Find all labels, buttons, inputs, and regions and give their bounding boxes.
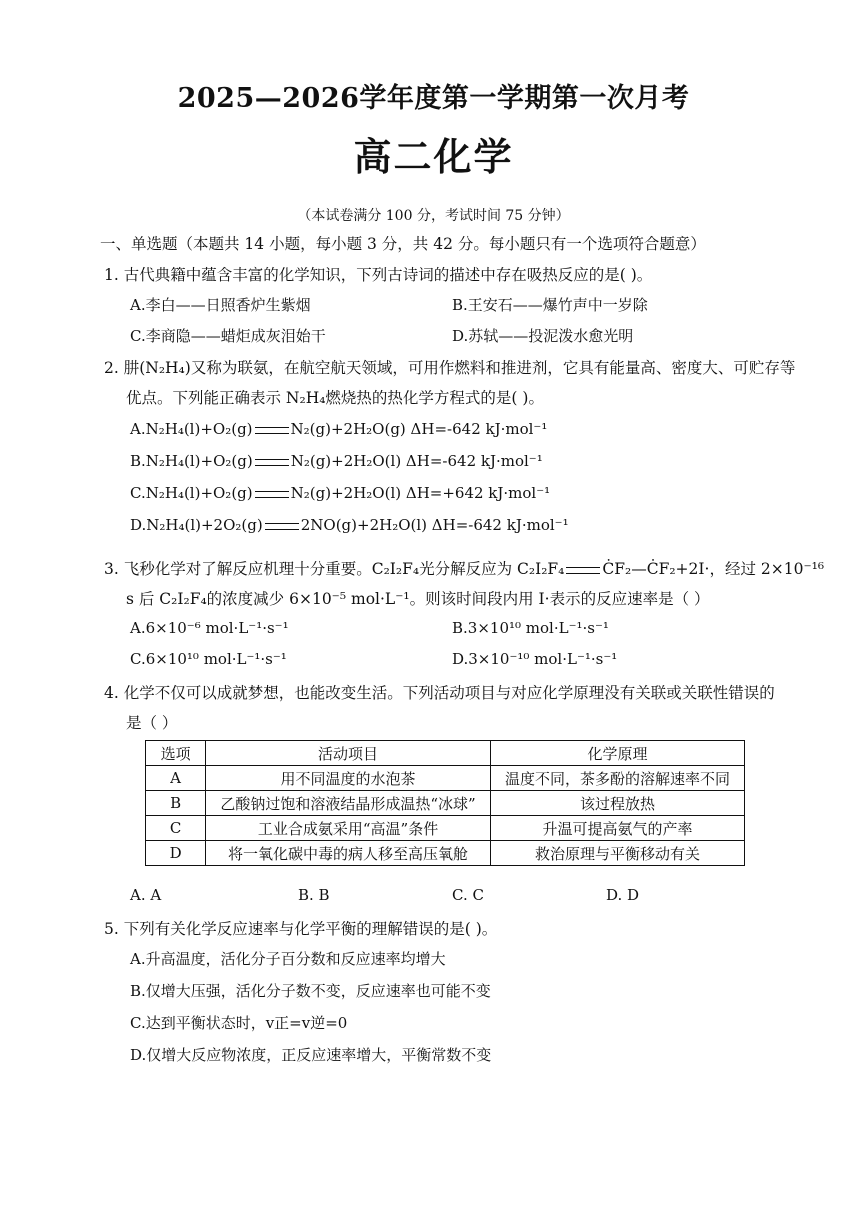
q3-option-a: A.6×10⁻⁶ mol·L⁻¹·s⁻¹ [130,619,289,637]
q1-option-d: D.苏轼——投泥泼水愈光明 [452,327,634,345]
q2-option-d [130,516,569,534]
equals-sign-icon [566,567,600,574]
q5-option-c: C.达到平衡状态时，v正=v逆=0 [130,1014,348,1032]
q2-b-right: N₂(g)+2H₂O(l) ΔH=-642 kJ·mol⁻¹ [290,452,543,470]
q3-stem-right: ĊF₂—ĊF₂+2I·，经过 2×10⁻¹⁶ [602,560,825,578]
table-cell: 救治原理与平衡移动有关 [490,841,744,866]
q4-table [145,740,745,866]
q2-option-b [130,452,543,470]
equals-sign-icon [255,427,289,434]
q5-option-d: D.仅增大反应物浓度，正反应速率增大，平衡常数不变 [130,1046,492,1064]
q2-stem-line1: 2. 肼(N₂H₄)又称为联氨，在航空航天领域，可用作燃料和推进剂，它具有能量高、密度大、可贮存等 [104,359,796,377]
table-cell: 乙酸钠过饱和溶液结晶形成温热“冰球” [206,791,491,816]
q5-option-a: A.升高温度，活化分子百分数和反应速率均增大 [130,950,446,968]
table-row [146,766,745,791]
q3-stem-line2: s 后 C₂I₂F₄的浓度减少 6×10⁻⁵ mol·L⁻¹。则该时间段内用 I·表示的反应速率是（ ） [126,590,710,608]
table-row [146,841,745,866]
q1-stem: 1. 古代典籍中蕴含丰富的化学知识，下列古诗词的描述中存在吸热反应的是( )。 [104,266,653,284]
q1-option-a: A.李白——日照香炉生紫烟 [130,296,311,314]
table-cell: 温度不同，茶多酚的溶解速率不同 [490,766,744,791]
table-header-cell: 化学原理 [490,741,744,766]
table-cell: C [146,816,206,841]
equals-sign-icon [255,459,289,466]
table-cell: 工业合成氨采用“高温”条件 [206,816,491,841]
equals-sign-icon [255,491,289,498]
q2-c-right: N₂(g)+2H₂O(l) ΔH=+642 kJ·mol⁻¹ [290,484,551,502]
q2-c-left: C.N₂H₄(l)+O₂(g) [130,484,253,502]
table-cell: 将一氧化碳中毒的病人移至高压氧舱 [206,841,491,866]
q4-option-d: D. D [606,886,640,904]
table-header-row [146,741,745,766]
exam-note: （本试卷满分 100 分，考试时间 75 分钟） [297,208,570,224]
q4-stem-line2: 是（ ） [126,714,178,732]
table-cell: D [146,841,206,866]
q2-option-a [130,420,547,438]
q1-option-b: B.王安石——爆竹声中一岁除 [452,296,648,314]
exam-title: 2025—2026学年度第一学期第一次月考 [177,83,690,114]
table-row [146,816,745,841]
table-cell: 升温可提高氨气的产率 [490,816,744,841]
q2-b-left: B.N₂H₄(l)+O₂(g) [130,452,253,470]
q4-option-c: C. C [452,886,484,904]
q3-option-d: D.3×10⁻¹⁰ mol·L⁻¹·s⁻¹ [452,650,618,668]
table-cell: 该过程放热 [490,791,744,816]
q2-d-right: 2NO(g)+2H₂O(l) ΔH=-642 kJ·mol⁻¹ [300,516,569,534]
q3-option-c: C.6×10¹⁰ mol·L⁻¹·s⁻¹ [130,650,287,668]
table-cell: 用不同温度的水泡茶 [206,766,491,791]
table-cell: A [146,766,206,791]
section-heading: 一、单选题（本题共 14 小题，每小题 3 分，共 42 分。每小题只有一个选项符合题意） [100,235,706,253]
q4-stem-line1: 4. 化学不仅可以成就梦想，也能改变生活。下列活动项目与对应化学原理没有关联或关联性错误的 [104,684,775,702]
table-header-cell: 活动项目 [206,741,491,766]
q1-option-c: C.李商隐——蜡炬成灰泪始干 [130,327,326,345]
q5-stem: 5. 下列有关化学反应速率与化学平衡的理解错误的是( )。 [104,920,498,938]
table-header-cell: 选项 [146,741,206,766]
q4-option-b: B. B [298,886,330,904]
q3-option-b: B.3×10¹⁰ mol·L⁻¹·s⁻¹ [452,619,609,637]
q4-option-a: A. A [130,886,162,904]
table-cell: B [146,791,206,816]
q2-d-left: D.N₂H₄(l)+2O₂(g) [130,516,263,534]
q3-stem-left: 3. 飞秒化学对了解反应机理十分重要。C₂I₂F₄光分解反应为 C₂I₂F₄ [104,560,565,578]
q3-stem-line1 [104,557,824,579]
q2-a-right: N₂(g)+2H₂O(g) ΔH=-642 kJ·mol⁻¹ [290,420,548,438]
q2-a-left: A.N₂H₄(l)+O₂(g) [130,420,253,438]
q2-stem-line2: 优点。下列能正确表示 N₂H₄燃烧热的热化学方程式的是( )。 [126,389,544,407]
equals-sign-icon [265,523,299,530]
q5-option-b: B.仅增大压强，活化分子数不变，反应速率也可能不变 [130,982,491,1000]
subject-title: 高二化学 [353,134,514,179]
q2-option-c [130,484,550,502]
table-row [146,791,745,816]
